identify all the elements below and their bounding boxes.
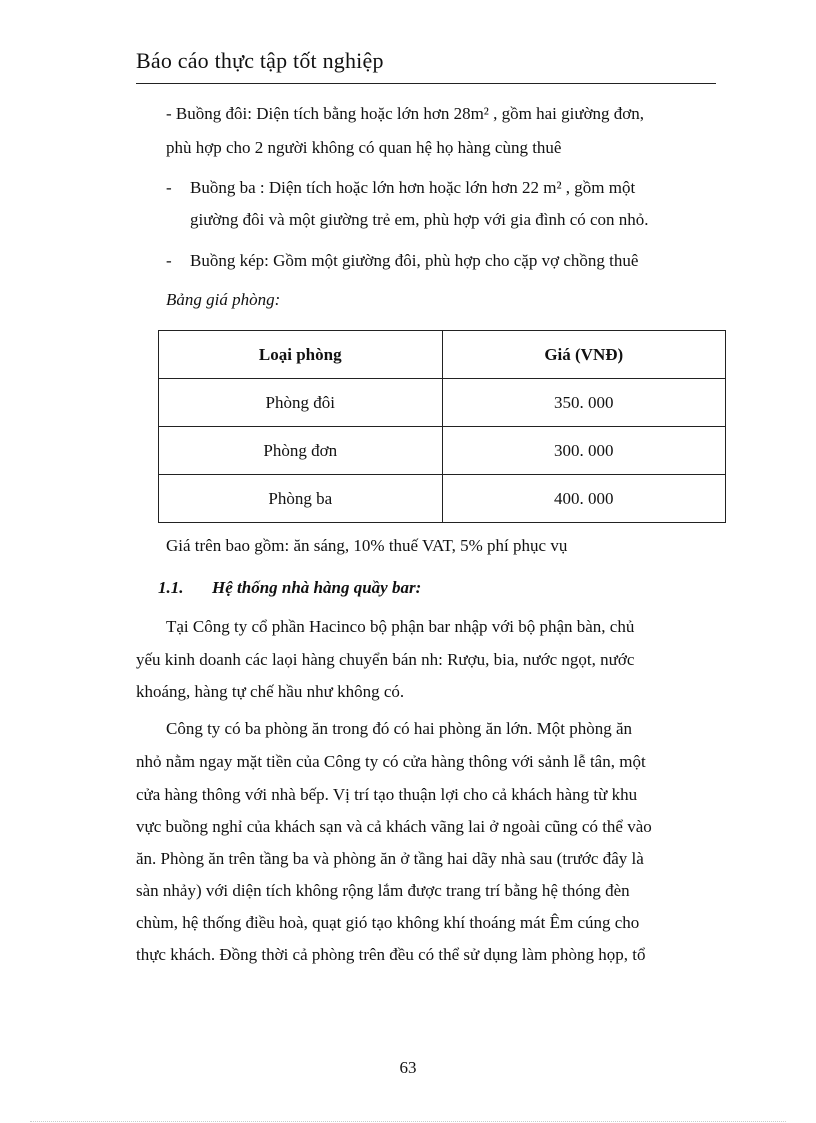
table-header-row [159, 331, 726, 379]
paragraph2-line: chùm, hệ thống điều hoà, quạt gió tạo không khí thoáng mát Êm cúng cho [136, 913, 640, 932]
header-title: Báo cáo thực tập tốt nghiệp [136, 48, 384, 73]
paragraph2-line: ăn. Phòng ăn trên tầng ba và phòng ăn ở tầng hai dãy nhà sau (trước đây là [136, 849, 644, 868]
section-heading [158, 578, 421, 598]
table-header-cell: Loại phòng [159, 331, 443, 379]
section-number: 1.1. [158, 578, 184, 597]
table-cell: Phòng ba [159, 475, 443, 523]
header-rule [136, 83, 716, 84]
table-cell: 350. 000 [442, 379, 726, 427]
table-caption: Bảng giá phòng: [166, 290, 281, 309]
paragraph2-line: sàn nhảy) với diện tích không rộng lắm được trang trí bằng hệ thóng đèn [136, 881, 630, 900]
paragraph2-line: vực buồng nghỉ của khách sạn và cả khách vãng lai ở ngoài cũng có thể vào [136, 817, 652, 836]
table-row [159, 379, 726, 427]
bottom-divider [30, 1121, 786, 1122]
page-number: 63 [399, 1058, 417, 1077]
paragraph1-line: Tại Công ty cổ phần Hacinco bộ phận bar nhập với bộ phận bàn, chủ [166, 617, 635, 636]
bullet-dash: - [166, 251, 172, 270]
room-kep-line1: Buồng kép: Gồm một giường đôi, phù hợp cho cặp vợ chồng thuê [190, 251, 639, 270]
price-table [158, 330, 726, 523]
paragraph1-line: yếu kinh doanh các laọi hàng chuyển bán nh: Rượu, bia, nước ngọt, nước [136, 650, 635, 669]
room-triple-line2: giường đôi và một giường trẻ em, phù hợp với gia đình có con nhỏ. [190, 210, 649, 229]
room-triple-line1: Buồng ba : Diện tích hoặc lớn hơn hoặc lớn hơn 22 m² , gồm một [190, 178, 636, 197]
table-cell: Phòng đôi [159, 379, 443, 427]
paragraph1-line: khoáng, hàng tự chế hầu như không có. [136, 682, 405, 701]
paragraph2-line: Công ty có ba phòng ăn trong đó có hai phòng ăn lớn. Một phòng ăn [166, 719, 633, 738]
table-header-cell: Giá (VNĐ) [442, 331, 726, 379]
table-row [159, 475, 726, 523]
room-double-line1: - Buồng đôi: Diện tích bằng hoặc lớn hơn 28m² , gồm hai giường đơn, [166, 104, 645, 123]
section-title: Hệ thống nhà hàng quầy bar: [212, 578, 422, 597]
bullet-dash: - [166, 178, 172, 197]
table-cell: 400. 000 [442, 475, 726, 523]
table-cell: 300. 000 [442, 427, 726, 475]
table-row [159, 427, 726, 475]
paragraph2-line: nhỏ nằm ngay mặt tiền của Công ty có cửa hàng thông với sảnh lễ tân, một [136, 752, 646, 771]
paragraph2-line: thực khách. Đồng thời cả phòng trên đều có thể sử dụng làm phòng họp, tổ [136, 945, 646, 964]
table-note: Giá trên bao gồm: ăn sáng, 10% thuế VAT, 5% phí phục vụ [166, 536, 568, 555]
room-double-line2: phù hợp cho 2 người không có quan hệ họ hàng cùng thuê [166, 138, 562, 157]
paragraph2-line: cửa hàng thông với nhà bếp. Vị trí tạo thuận lợi cho cả khách hàng từ khu [136, 785, 638, 804]
table-cell: Phòng đơn [159, 427, 443, 475]
